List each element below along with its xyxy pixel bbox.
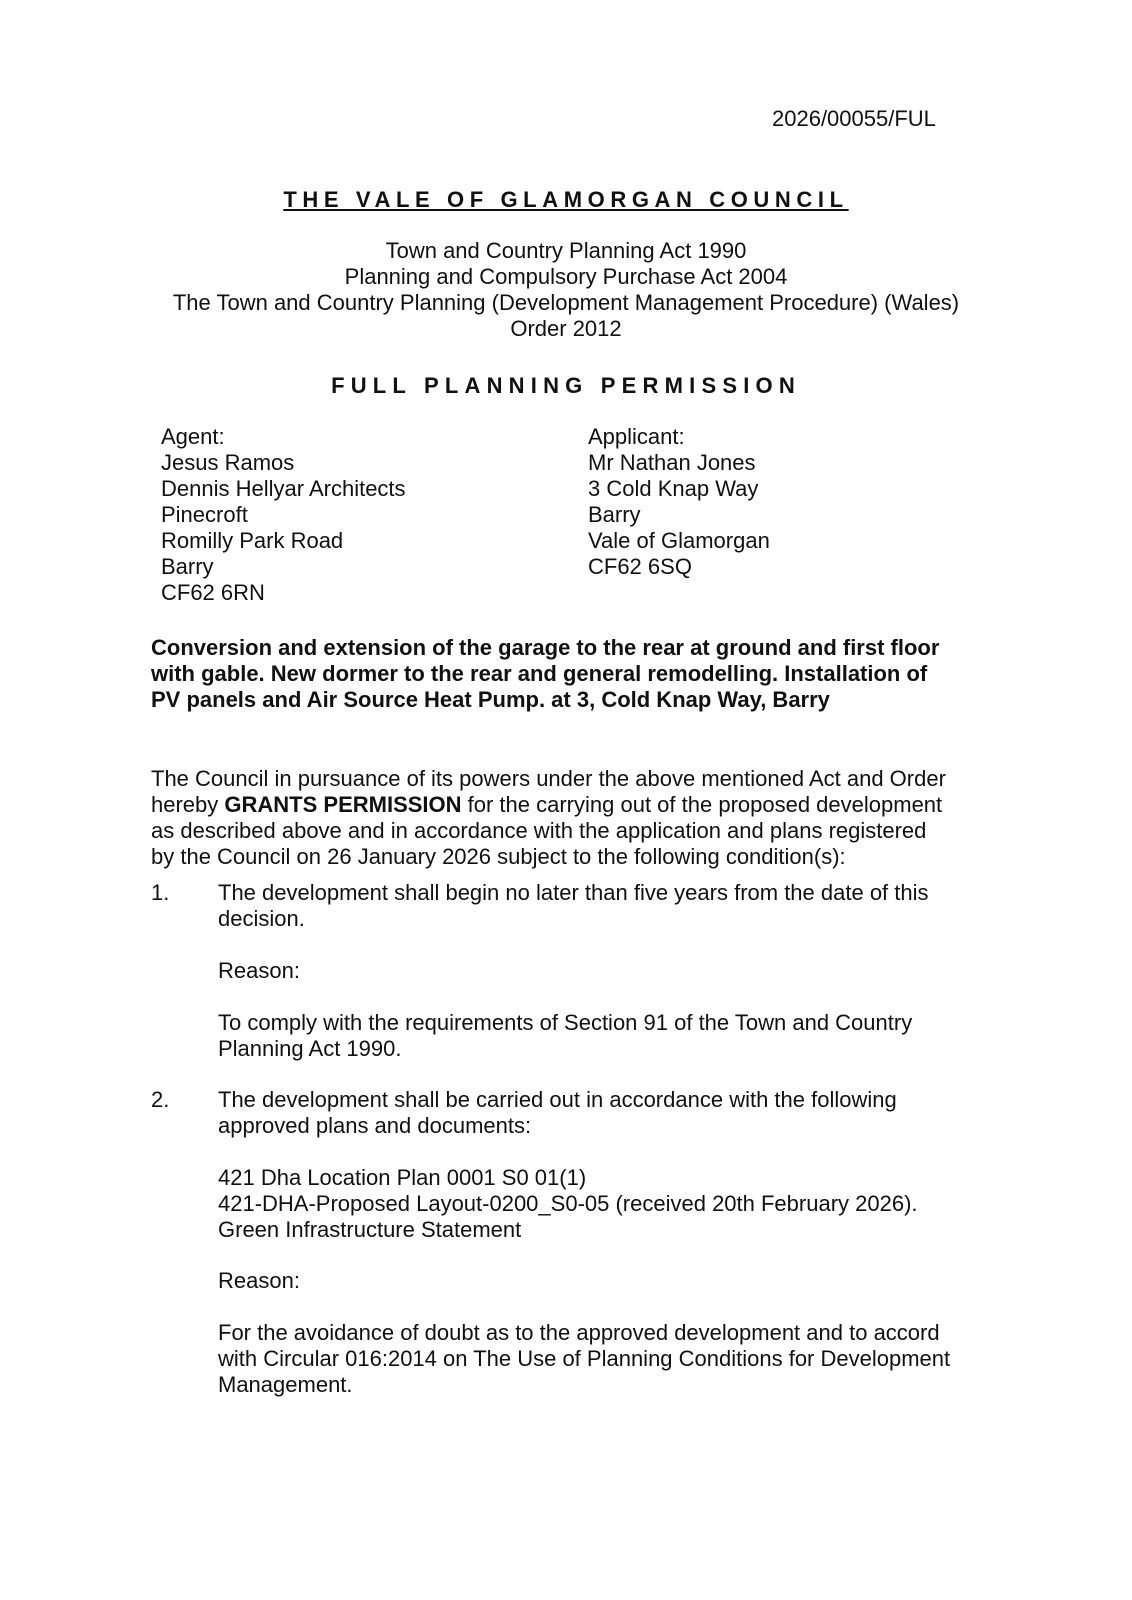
condition-reason-label: Reason:: [218, 958, 300, 983]
condition-reason: [218, 1320, 1008, 1398]
reason-line: To comply with the requirements of Section 91 of the Town and Country: [218, 1010, 913, 1035]
act-line: Town and Country Planning Act 1990: [385, 238, 747, 263]
grant-line: [151, 792, 1001, 818]
approved-documents-list: [218, 1165, 1008, 1243]
agent-line: CF62 6RN: [161, 580, 265, 605]
applicant-line: Vale of Glamorgan: [588, 528, 770, 553]
agent-address-block: [161, 424, 406, 606]
application-reference: 2026/00055/FUL: [772, 106, 936, 131]
document-item: 421 Dha Location Plan 0001 S0 01(1): [218, 1165, 587, 1190]
reason-line: with Circular 016:2014 on The Use of Planning Conditions for Development: [218, 1346, 951, 1371]
decision-title: FULL PLANNING PERMISSION: [331, 373, 801, 398]
condition-reason-label: Reason:: [218, 1268, 300, 1293]
agent-label: Agent:: [161, 424, 225, 449]
grant-line: by the Council on 26 January 2026 subject to the following condition(s):: [151, 844, 846, 869]
condition-text: [218, 880, 1008, 932]
document-item: Green Infrastructure Statement: [218, 1217, 522, 1242]
act-line: Order 2012: [510, 316, 622, 341]
act-line: The Town and Country Planning (Development Management Procedure) (Wales): [172, 290, 960, 315]
grant-statement: [151, 766, 1001, 870]
development-description: [151, 635, 1001, 713]
condition-reason: [218, 1010, 1008, 1062]
agent-line: Barry: [161, 554, 214, 579]
reason-line: For the avoidance of doubt as to the approved development and to accord: [218, 1320, 940, 1345]
applicant-line: Mr Nathan Jones: [588, 450, 756, 475]
applicant-line: 3 Cold Knap Way: [588, 476, 759, 501]
legislation-list: [0, 238, 1132, 342]
applicant-line: CF62 6SQ: [588, 554, 692, 579]
applicant-address-block: [588, 424, 770, 580]
grants-permission-emphasis: GRANTS PERMISSION: [224, 792, 462, 817]
document-item: 421-DHA-Proposed Layout-0200_S0-05 (received 20th February 2026).: [218, 1191, 918, 1216]
description-line: with gable. New dormer to the rear and general remodelling. Installation of: [151, 661, 928, 686]
grant-text: hereby: [151, 792, 225, 817]
condition-number: 2.: [151, 1087, 170, 1112]
grant-line: The Council in pursuance of its powers under the above mentioned Act and Order: [151, 766, 946, 791]
agent-line: Romilly Park Road: [161, 528, 344, 553]
agent-line: Pinecroft: [161, 502, 248, 527]
agent-line: Dennis Hellyar Architects: [161, 476, 406, 501]
grant-line: as described above and in accordance with the application and plans registered: [151, 818, 927, 843]
reason-line: Management.: [218, 1372, 353, 1397]
applicant-line: Barry: [588, 502, 641, 527]
condition-line: decision.: [218, 906, 305, 931]
condition-line: The development shall begin no later than five years from the date of this: [218, 880, 929, 905]
act-line: Planning and Compulsory Purchase Act 2004: [344, 264, 788, 289]
condition-line: approved plans and documents:: [218, 1113, 532, 1138]
applicant-label: Applicant:: [588, 424, 685, 449]
description-line: PV panels and Air Source Heat Pump. at 3, Cold Knap Way, Barry: [151, 687, 830, 712]
description-line: Conversion and extension of the garage to the rear at ground and first floor: [151, 635, 940, 660]
agent-line: Jesus Ramos: [161, 450, 295, 475]
reason-line: Planning Act 1990.: [218, 1036, 402, 1061]
condition-line: The development shall be carried out in accordance with the following: [218, 1087, 897, 1112]
condition-number: 1.: [151, 880, 170, 905]
grant-text: for the carrying out of the proposed development: [461, 792, 943, 817]
condition-text: [218, 1087, 1008, 1139]
council-heading: THE VALE OF GLAMORGAN COUNCIL: [283, 187, 849, 212]
